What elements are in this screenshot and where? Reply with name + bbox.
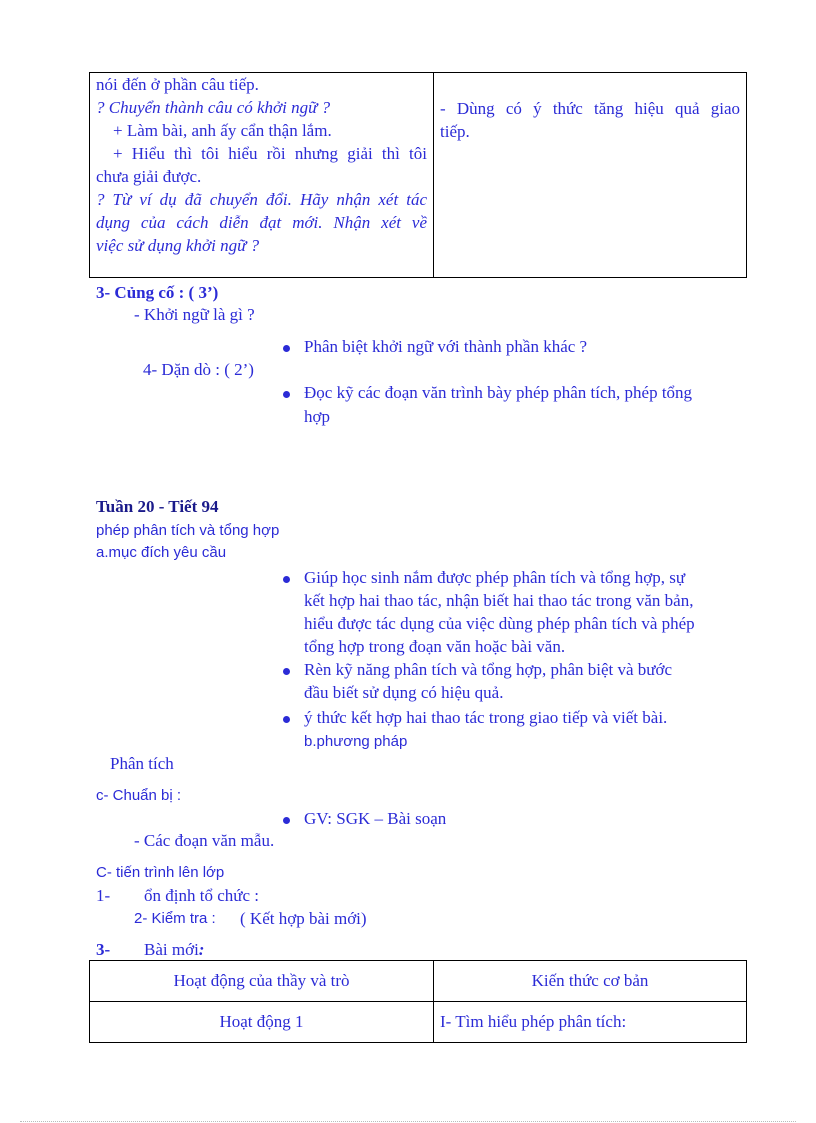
bullet-icon: [283, 817, 290, 824]
step-3-text: [144, 940, 204, 960]
section-3-heading: 3- Củng cố : ( 3’): [96, 283, 219, 302]
row-1-knowledge: I- Tìm hiểu phép phân tích:: [434, 1002, 747, 1043]
question-2a: ? Từ ví dụ đã chuyển đổi. Hãy nhận xét tác: [96, 190, 427, 209]
answer-1: + Làm bài, anh ấy cẩn thận lắm.: [113, 121, 332, 140]
objective-2-line-1: Rèn kỹ năng phân tích và tổng hợp, phân biệt và bước: [304, 660, 673, 679]
process-heading: C- tiến trình lên lớp: [96, 864, 225, 881]
question-2c: việc sử dụng khởi ngữ ?: [96, 236, 260, 255]
step-3-label: Bài mới: [144, 940, 199, 959]
method-heading: b.phương pháp: [304, 733, 408, 750]
objective-heading: a.mục đích yêu cầu: [96, 544, 227, 561]
header-knowledge: Kiến thức cơ bản: [434, 961, 747, 1002]
bullet-icon: [283, 668, 290, 675]
bullet-text: Phân biệt khởi ngữ với thành phần khác ?: [304, 337, 588, 356]
top-table-right-cell: [434, 73, 747, 278]
step-2-label: 2- Kiểm tra :: [134, 910, 216, 927]
objective-1-line-3: hiểu được tác dụng của việc dùng phép phân tích và phép: [304, 614, 695, 633]
row-1-activity: Hoạt động 1: [90, 1002, 434, 1043]
right-line-2: tiếp.: [440, 122, 470, 141]
bullet-icon: [283, 345, 290, 352]
left-line-1: nói đến ở phần câu tiếp.: [96, 75, 259, 94]
table-header-row: [90, 961, 747, 1002]
prep-heading: c- Chuẩn bị :: [96, 787, 182, 804]
lesson-title: phép phân tích và tổng hợp: [96, 522, 280, 539]
bullet-text-line-2: hợp: [304, 407, 330, 426]
objective-3-text: ý thức kết hợp hai thao tác trong giao tiếp và viết bài.: [304, 708, 668, 727]
objective-1-line-2: kết hợp hai thao tác, nhận biết hai thao tác trong văn bản,: [304, 591, 694, 610]
step-3-colon: :: [198, 940, 205, 959]
objective-1-line-4: tổng hợp trong đoạn văn hoặc bài văn.: [304, 637, 566, 656]
right-line-1: - Dùng có ý thức tăng hiệu quả giao: [440, 99, 740, 118]
objective-1-line-1: Giúp học sinh nắm được phép phân tích và tổng hợp, sự: [304, 568, 686, 587]
top-table-left-cell: [90, 73, 434, 278]
objective-2-line-2: đầu biết sử dụng có hiệu quả.: [304, 683, 504, 702]
section-3-item: - Khởi ngữ là gì ?: [134, 305, 255, 324]
step-3-number: 3-: [96, 940, 111, 959]
lesson-week: Tuần 20 - Tiết 94: [96, 497, 219, 516]
header-activities: Hoạt động của thầy và trò: [90, 961, 434, 1002]
prep-2: - Các đoạn văn mẫu.: [134, 831, 275, 850]
step-2-value: ( Kết hợp bài mới): [240, 909, 367, 928]
section-4-heading: 4- Dặn dò : ( 2’): [143, 360, 254, 379]
answer-2a: + Hiểu thì tôi hiểu rồi nhưng giải thì tôi: [113, 144, 427, 163]
question-1: ? Chuyển thành câu có khởi ngữ ?: [96, 98, 331, 117]
bullet-icon: [283, 391, 290, 398]
method-value: Phân tích: [110, 754, 174, 773]
question-2b: dụng của cách diễn đạt mới. Nhận xét về: [96, 213, 427, 232]
page-bottom-divider: [20, 1121, 796, 1122]
table-row: [90, 1002, 747, 1043]
bullet-text-line-1: Đọc kỹ các đoạn văn trình bày phép phân tích, phép tổng: [304, 383, 693, 402]
top-table: [89, 72, 747, 278]
step-1-text: ổn định tổ chức :: [144, 886, 259, 905]
activity-table: [89, 960, 747, 1043]
bullet-icon: [283, 576, 290, 583]
answer-2b: chưa giải được.: [96, 167, 202, 186]
bullet-icon: [283, 716, 290, 723]
step-1-number: 1-: [96, 886, 111, 905]
prep-1-text: GV: SGK – Bài soạn: [304, 809, 447, 828]
